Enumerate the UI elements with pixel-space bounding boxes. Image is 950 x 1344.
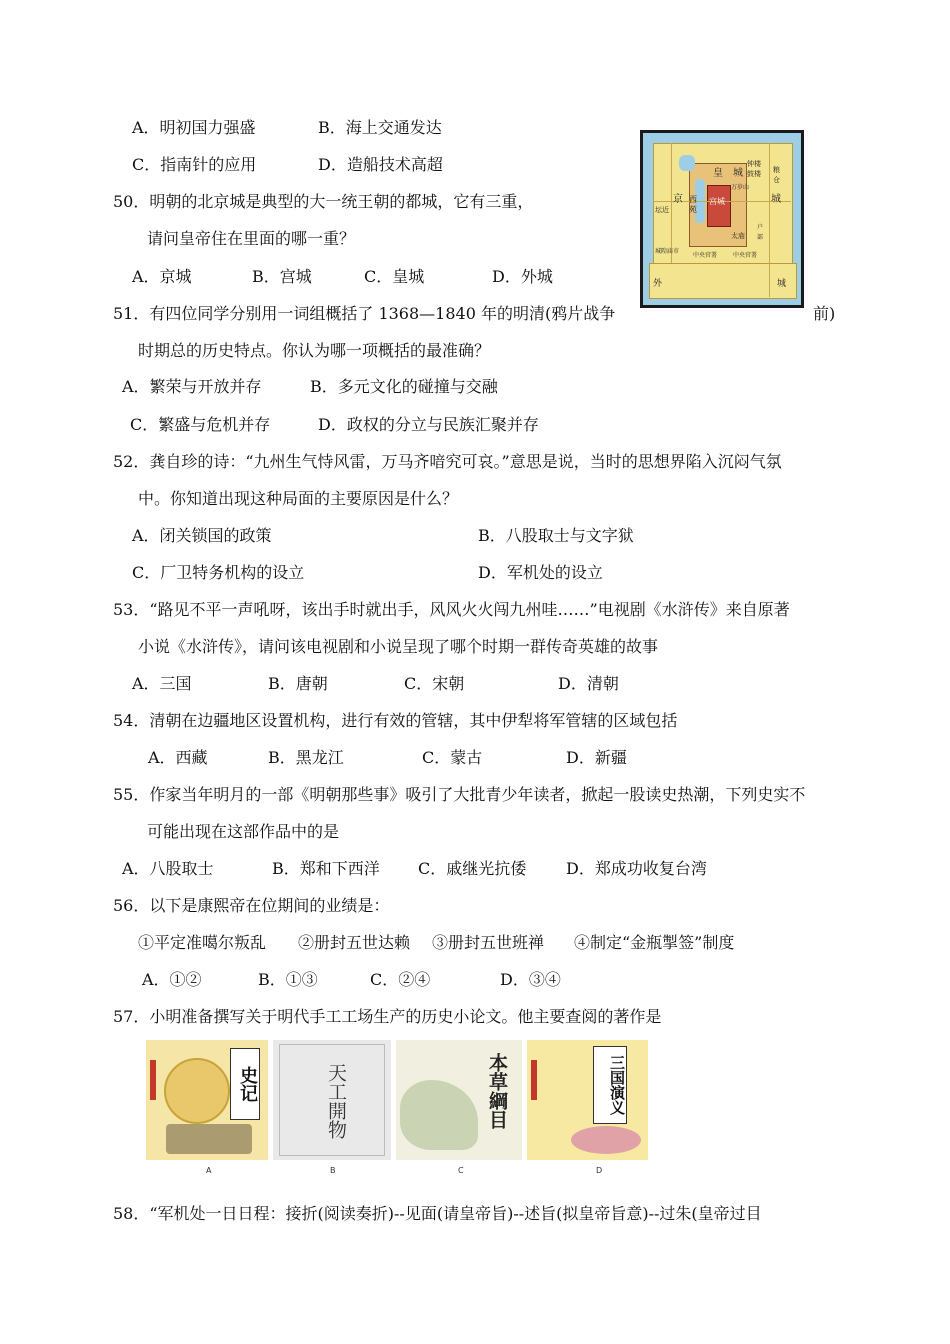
q49-option-b: B．海上交通发达	[318, 118, 442, 137]
q55-stem-line2: 可能出现在这部作品中的是	[147, 822, 340, 841]
q56-option-d: D．③④	[500, 970, 561, 989]
q56-stem-line1: 56．以下是康熙帝在位期间的业绩是：	[113, 896, 390, 915]
map-label-hubu: 户部	[757, 224, 764, 241]
q51-stem-line1: 51．有四位同学分别用一词组概括了 1368—1840 年的明清(鸦片战争	[113, 304, 616, 323]
book-letter-d: D	[596, 1166, 603, 1175]
book-letter-b: B	[330, 1166, 336, 1175]
q52-option-b: B．八股取士与文字狱	[478, 526, 634, 545]
book-title-a: 史记	[230, 1048, 260, 1120]
q56-item-1: ①平定准噶尔叛乱	[138, 933, 267, 952]
q51-option-b: B．多元文化的碰撞与交融	[310, 377, 498, 396]
q50-option-a: A．京城	[132, 267, 192, 286]
chariot-illustration	[166, 1124, 252, 1154]
beijing-city-map	[640, 130, 804, 308]
q56-option-b: B．①③	[258, 970, 318, 989]
q53-stem-line1: 53．“路见不平一声吼呀，该出手时就出手，风风火火闯九州哇……”电视剧《水浒传》来自原著	[113, 600, 790, 619]
book-title-c: 本草綱目	[486, 1053, 508, 1129]
q55-option-c: C．戚继光抗倭	[418, 859, 527, 878]
q56-item-2: ②册封五世达赖	[298, 933, 411, 952]
figure-illustration	[571, 1126, 641, 1154]
map-label-wansui: 万岁山	[731, 184, 750, 191]
q52-option-a: A．闭关锁国的政策	[132, 526, 272, 545]
book-title-b: 天工開物	[325, 1063, 347, 1139]
q53-option-b: B．唐朝	[268, 674, 328, 693]
q49-option-c: C．指南针的应用	[132, 155, 257, 174]
book-cover-b	[273, 1040, 391, 1160]
red-strip	[531, 1060, 537, 1100]
book-cover-a	[146, 1040, 268, 1160]
map-label-granary: 粮仓	[773, 166, 780, 184]
q56-item-4: ④制定“金瓶掣签”制度	[574, 933, 735, 952]
seal-illustration	[164, 1058, 230, 1124]
q54-option-c: C．蒙古	[422, 748, 483, 767]
map-label-cheng2: 城	[771, 194, 781, 205]
q52-stem-line1: 52．龚自珍的诗：“九州生气恃风雷，万马齐喑究可哀。”意思是说，当时的思想界陷入沉闷气氛	[113, 452, 782, 471]
book-title-d: 三国演义	[593, 1046, 627, 1124]
north-lake-area	[679, 155, 695, 171]
q53-stem-line2: 小说《水浒传》，请问该电视剧和小说呈现了哪个时期一群传奇英雄的故事	[138, 637, 659, 656]
red-strip	[150, 1060, 156, 1100]
q51-option-c: C．繁盛与危机并存	[130, 415, 271, 434]
map-label-huang: 皇	[713, 168, 723, 179]
map-label-cheng: 城	[733, 168, 743, 179]
q57-stem-line1: 57．小明准备撰写关于明代手工工场生产的历史小论文。他主要查阅的著作是	[113, 1007, 662, 1026]
q54-stem-line1: 54．清朝在边疆地区设置机构，进行有效的管辖，其中伊犁将军管辖的区域包括	[113, 711, 678, 730]
q50-stem-line2: 请问皇帝住在里面的哪一重？	[147, 229, 356, 248]
q55-option-d: D．郑成功收复台湾	[566, 859, 707, 878]
q56-option-a: A．①②	[142, 970, 202, 989]
q58-stem-line1: 58．“军机处一日日程：接折(阅读奏折)--见面(请皇帝旨)--述旨(拟皇帝旨意)--过朱(皇帝过目	[113, 1204, 762, 1223]
map-label-bell-tower: 钟楼	[747, 160, 761, 168]
map-label-taimiao: 太庙	[731, 232, 745, 240]
map-label-central-offices-west: 中央官署	[693, 252, 718, 259]
map-label-drum-tower: 鼓楼	[747, 170, 761, 178]
outer-city-area	[649, 263, 797, 299]
road-line	[769, 143, 770, 297]
book-letter-a: A	[206, 1166, 212, 1175]
landscape-illustration	[400, 1080, 478, 1150]
q50-stem-line1: 50．明朝的北京城是典型的大一统王朝的都城，它有三重，	[113, 192, 534, 211]
q54-option-d: D．新疆	[566, 748, 627, 767]
q55-option-a: A．八股取士	[122, 859, 214, 878]
q52-option-c: C．厂卫特务机构的设立	[132, 563, 305, 582]
q55-option-b: B．郑和下西洋	[272, 859, 380, 878]
q50-option-d: D．外城	[492, 267, 553, 286]
q54-option-a: A．西藏	[148, 748, 208, 767]
map-label-city-temple-market: 城隍庙市	[655, 248, 680, 255]
q49-option-a: A．明初国力强盛	[132, 118, 256, 137]
map-label-tanshi: 坛近	[655, 206, 669, 214]
q53-option-a: A．三国	[132, 674, 192, 693]
q51-option-a: A．繁荣与开放并存	[122, 377, 262, 396]
q55-stem-line1: 55．作家当年明月的一部《明朝那些事》吸引了大批青少年读者，掀起一股读史热潮，下列史实不	[113, 785, 806, 804]
q52-stem-line2: 中。你知道出现这种局面的主要原因是什么？	[138, 489, 459, 508]
q56-item-3: ③册封五世班禅	[432, 933, 545, 952]
q51-stem-line2: 时期总的历史特点。你认为哪一项概括的最准确？	[138, 341, 491, 360]
map-label-xiyuan: 西苑	[689, 195, 697, 214]
q53-option-d: D．清朝	[558, 674, 619, 693]
q50-option-c: C．皇城	[364, 267, 425, 286]
q52-option-d: D．军机处的设立	[478, 563, 603, 582]
q50-option-b: B．宫城	[252, 267, 312, 286]
q54-option-b: B．黑龙江	[268, 748, 344, 767]
q49-option-d: D．造船技术高超	[318, 155, 443, 174]
q51-option-d: D．政权的分立与民族汇聚并存	[318, 415, 539, 434]
map-label-wai: 外	[653, 279, 663, 289]
q51-stem-line1-end: 前)	[813, 304, 836, 323]
q53-option-c: C．宋朝	[404, 674, 465, 693]
q56-option-c: C．②④	[370, 970, 431, 989]
book-cover-c	[396, 1040, 522, 1160]
map-label-palace: 宫城	[709, 197, 725, 206]
book-cover-d	[527, 1040, 648, 1160]
map-label-central-offices-east: 中央官署	[733, 252, 758, 259]
map-label-jing: 京	[673, 194, 683, 205]
road-line	[671, 143, 672, 263]
book-letter-c: C	[458, 1166, 464, 1175]
map-label-cheng3: 城	[777, 279, 787, 289]
